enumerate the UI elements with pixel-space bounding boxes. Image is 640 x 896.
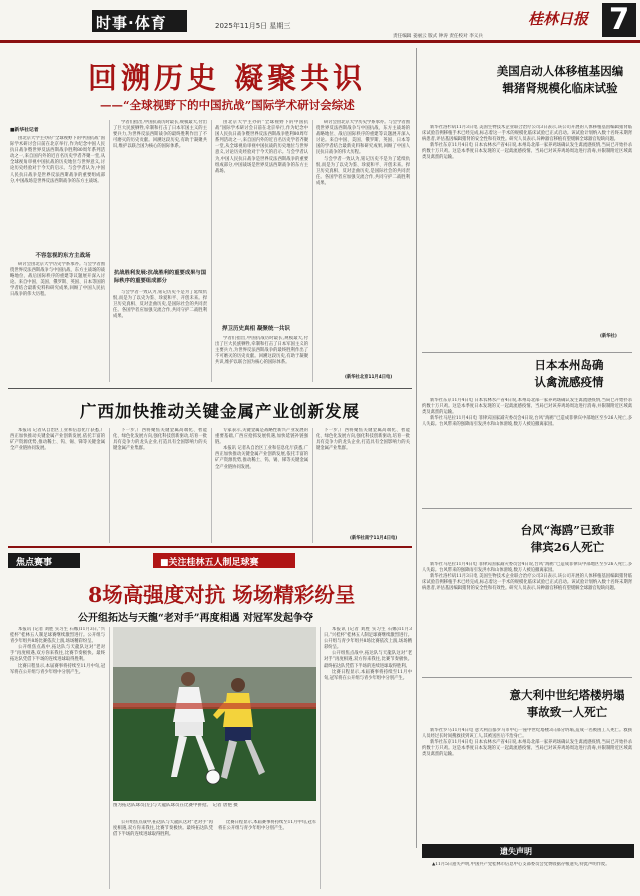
col-divider <box>109 428 110 543</box>
right-mid-headline: 日本本州岛确认禽流感疫情 <box>534 358 604 389</box>
focus-headline: 8场高强度对抗 场场精彩纷呈 <box>88 583 356 607</box>
mid-col4 <box>316 428 410 533</box>
focus-banner-label: ■关注桂林五人制足球赛 <box>160 558 259 568</box>
lead-headline: 回溯历史 凝聚共识 <box>88 61 367 95</box>
focus-col4-text: 本报讯 (记者 刘胜 实习生 石娜)11月3日,“兴桂杯”桂林五人制足球赛继续激烈进行。公开组与青少年组共8场比赛依次上演,场场精彩纷呈。 <box>324 627 412 651</box>
col-divider <box>312 120 313 382</box>
mid-headline: 广西加快推动关键金属产业创新发展 <box>80 402 360 421</box>
lead-subhead: ——“全球视野下的中国抗战”国际学术研讨会综述 <box>100 98 355 112</box>
lead-col1b <box>10 262 105 382</box>
mid-col1 <box>10 428 105 543</box>
match-photo <box>113 627 316 801</box>
page-header <box>0 0 640 40</box>
lead-dateline: ■新华社记者 <box>10 128 39 133</box>
right-mid-body <box>422 398 632 501</box>
lead-col4-text-b: 与会学者一致认为,铭记历史不是为了延续仇恨,而是为了以史为鉴、珍爱和平、开创未来。捍卫历史真相、反对歪曲历史,是国际社会的共同责任。各国学者应加强交流合作,共同守护二战胜利成果。 <box>316 156 410 186</box>
focus-col4-text3: 比赛日程显示,本届赛事将持续至11月中旬,冠军将在公开组与青少年组中分别产生。 <box>324 669 412 681</box>
right-bottom-body-text2: 新华社东京11月4日电 日本农林水产省4日说,本州岛北部一家养鸡场确认发生禽流感疫情,当局已开始扑杀约数十万只鸡。这是本季度日本发现的又一起禽流感疫情。当局已对该养鸡场周边进行消毒,并限制附近区域禽类及禽蛋的运输。 <box>422 740 632 758</box>
focus-subhead: 公开组拓达与天龍“老对手”再度相遇 对冠军发起争夺 <box>78 613 313 624</box>
mid-divider <box>8 388 412 389</box>
obit-body <box>424 862 630 892</box>
focus-col1-text3: 比赛日程显示,本届赛事将持续至11月中旬,冠军将在公开组与青少年组中分别产生。 <box>10 663 105 675</box>
mid-col2-text: 下一步,广西将聚焦关键金属高端化、智能化、绿色化发展方向,强化科技创新驱动,培育一批具有竞争力的龙头企业,打造具有全国影响力的关键金属产业集群。 <box>113 428 207 452</box>
lead-col3b-text: 学者们指出,中国抗战历时最长,规模最大,付出了巨大民族牺牲,牵制和打击了日本军国主义的主要兵力,为世界反法西斯战争的最终胜利作出了不可磨灭的历史贡献。回溯这段历史,有助于凝聚共识,维护以联合国为核心的国际体系。 <box>215 336 308 366</box>
col-divider <box>109 627 110 889</box>
right-low-body-text2: 新华社洛杉矶11月3日电 美国生物技术企业联合治疗公司3日表示,该公司开展的人体移植基因编辑猪肾临床试验首例移植手术已经完成,标志着这一手术的规模化临床试验已正式启动。该试验计划纳入数十名终末期肾病患者,评估基因编辑猪肾的安全性和有效性。研究人员表示,异种器官移植有望缓解全球器官短缺问题。 <box>422 574 632 592</box>
page-date: 2025年11月5日 星期三 <box>215 22 291 30</box>
focus-col3-text: 比赛日程显示,本届赛事将持续至11月中旬,冠军将在公开组与青少年组中分别产生。 <box>218 820 316 832</box>
photo-caption-text: 图为拓达队球员(左)与天龍队球员在比赛中拼抢。 记者 唐艳 摄 <box>113 803 238 808</box>
obit-body-text: ▲11月5日遗失声明,中国共产党桂林市信息中心支部委员会党费收据存根遗失,特此声明作废。 <box>432 862 610 867</box>
focus-tag-label: 焦点赛事 <box>16 558 53 568</box>
right-divider <box>422 508 632 509</box>
right-divider <box>422 677 632 678</box>
mid-col3-text: 专家表示,关键金属是战略性新兴产业发展的重要基础,广西应抢抓发展机遇,加快延链补链强链。 <box>215 428 308 446</box>
photo-scene <box>113 627 316 801</box>
photo-ad-board <box>113 703 316 709</box>
lead-source: (新华社北京11月4日电) <box>345 375 393 380</box>
mid-col3-text2: 本报讯 记者从自治区工业和信息化厅获悉,广西正加快推动关键金属产业创新发展,依托丰富的矿产资源优势,推动稀土、钨、锡、锑等关键金属全产业链协同发展。 <box>215 446 308 470</box>
right-bottom-body <box>422 728 632 840</box>
lead-col2-text: 学者们指出,中国抗战历时最长,规模最大,付出了巨大民族牺牲,牵制和打击了日本军国主义的主要兵力,为世界反法西斯战争的最终胜利作出了不可磨灭的历史贡献。回溯这段历史,有助于凝聚共识,维护以联合国为核心的国际体系。 <box>113 120 207 150</box>
right-mid-body-text2: 新华社马尼拉11月4日电 菲律宾国家减灾委员会4日说,台风“海鸥”已造成菲律宾中部地区至少26人死亡,多人失踪。台风带来的强降雨引发洪水和山体滑坡,数万人被迫撤离家园。 <box>422 416 632 428</box>
lead-col3-text: 由北京大学主办的“全球视野下的中国抗战”国际学术研讨会日前在北京举行,作为纪念中国人民抗日战争暨世界反法西斯战争胜利80周年系列活动之一,来自国内外的近百名历史学者齐聚一堂,从全球视角审视中国抗战的历史地位与世界意义,讨论历史经验对于今天的启示。与会学者认为,中国人民抗日战争是世界反法西斯战争的重要组成部分,中国战场是世界反法西斯战争的东方主战场。 <box>215 120 308 174</box>
section-label: 时事·体育 <box>96 14 167 32</box>
right-mid-body-text: 新华社东京11月4日电 日本农林水产省4日说,本州岛北部一家养鸡场确认发生禽流感疫情,当局已开始扑杀约数十万只鸡。这是本季度日本发现的又一起禽流感疫情。当局已对该养鸡场周边进行消毒,并限制附近区域禽类及禽蛋的运输。 <box>422 398 632 416</box>
right-divider <box>422 352 632 353</box>
mid-col4-text: 下一步,广西将聚焦关键金属高端化、智能化、绿色化发展方向,强化科技创新驱动,培育一批具有竞争力的龙头企业,打造具有全国影响力的关键金属产业集群。 <box>316 428 410 452</box>
focus-col2-text: 公开组焦点战中,拓达队与天龍队这对“老对手”再度相遇,双方你来我往,比赛节奏极快。最终拓达队凭借下半场的连续进球取得胜利。 <box>113 820 213 838</box>
lead-col2b <box>113 290 207 382</box>
lead-subtitle-b: 抗战胜利发展:抗战胜利的重要成果与国际秩序的重要组成部分 <box>114 270 207 284</box>
lead-subtitle-a: 不容忽视的东方主战场 <box>35 253 91 259</box>
right-top-source: (新华社) <box>600 334 617 339</box>
right-low-headline: 台风“海鸥”已致菲律宾26人死亡 <box>520 523 615 554</box>
col-divider <box>320 627 321 889</box>
lead-col3b <box>215 336 308 382</box>
lead-col4-text: 研讨会由北京大学历史学系承办。与会学者围绕世界反法西斯战争与中国抗战、东方主战场的战略地位、战后国际秩序的重建等议题展开深入讨论。来自中国、美国、俄罗斯、英国、日本等国的学者结合最新史料和研究成果,回顾了中国人民抗日战争的伟大历程。 <box>316 120 410 156</box>
lead-col2b-text: 与会学者一致认为,铭记历史不是为了延续仇恨,而是为了以史为鉴、珍爱和平、开创未来。捍卫历史真相、反对歪曲历史,是国际社会的共同责任。各国学者应加强交流合作,共同守护二战胜利成果。 <box>113 290 207 320</box>
focus-col1-text2: 公开组焦点战中,拓达队与天龍队这对“老对手”再度相遇,双方你来我往,比赛节奏极快。最终拓达队凭借下半场的连续进球取得胜利。 <box>10 645 105 663</box>
col-divider <box>211 120 212 382</box>
focus-col2 <box>113 820 213 890</box>
right-low-body <box>422 562 632 670</box>
focus-rule <box>8 546 412 548</box>
mid-col2 <box>113 428 207 543</box>
page-number: 7 <box>609 2 630 36</box>
focus-col1-text: 本报讯 (记者 刘胜 实习生 石娜)11月3日,“兴桂杯”桂林五人制足球赛继续激烈进行。公开组与青少年组共8场比赛依次上演,场场精彩纷呈。 <box>10 627 105 645</box>
right-top-body-text2: 新华社东京11月4日电 日本农林水产省4日说,本州岛北部一家养鸡场确认发生禽流感疫情,当局已开始扑杀约数十万只鸡。这是本季度日本发现的又一起禽流感疫情。当局已对该养鸡场周边进行消毒,并限制附近区域禽类及禽蛋的运输。 <box>422 143 632 161</box>
editor-credits: 责任编辑 姜丽云 版式 钟涛 责任校对 李义兵 <box>393 34 483 39</box>
right-top-headline: 美国启动人体移植基因编辑猪肾规模化临床试验 <box>496 64 624 95</box>
right-top-body-text: 新华社洛杉矶11月3日电 美国生物技术企业联合治疗公司3日表示,该公司开展的人体移植基因编辑猪肾临床试验首例移植手术已经完成,标志着这一手术的规模化临床试验已正式启动。该试验计划纳入数十名终末期肾病患者,评估基因编辑猪肾的安全性和有效性。研究人员表示,异种器官移植有望缓解全球器官短缺问题。 <box>422 125 632 143</box>
photo-caption <box>113 803 316 817</box>
photo-pitch <box>113 707 316 801</box>
focus-col4-text2: 公开组焦点战中,拓达队与天龍队这对“老对手”再度相遇,双方你来我往,比赛节奏极快。最终拓达队凭借下半场的连续进球取得胜利。 <box>324 651 412 669</box>
soccer-ball <box>206 770 220 784</box>
lead-col1-text: 由北京大学主办的“全球视野下的中国抗战”国际学术研讨会日前在北京举行,作为纪念中国人民抗日战争暨世界反法西斯战争胜利80周年系列活动之一,来自国内外的近百名历史学者齐聚一堂,从全球视角审视中国抗战的历史地位与世界意义,讨论历史经验对于今天的启示。与会学者认为,中国人民抗日战争是世界反法西斯战争的重要组成部分,中国战场是世界反法西斯战争的东方主战场。 <box>10 136 105 184</box>
mid-col3 <box>215 428 308 543</box>
right-low-body-text: 新华社马尼拉11月4日电 菲律宾国家减灾委员会4日说,台风“海鸥”已造成菲律宾中部地区至少26人死亡,多人失踪。台风带来的强降雨引发洪水和山体滑坡,数万人被迫撤离家园。 <box>422 562 632 574</box>
lead-col1b-text: 研讨会由北京大学历史学系承办。与会学者围绕世界反法西斯战争与中国抗战、东方主战场的战略地位、战后国际秩序的重建等议题展开深入讨论。来自中国、美国、俄罗斯、英国、日本等国的学者结合最新史料和研究成果,回顾了中国人民抗日战争的伟大历程。 <box>10 262 105 298</box>
obit-title: 遗失声明 <box>500 847 532 856</box>
lead-col2 <box>113 120 207 262</box>
right-col-divider <box>416 48 417 848</box>
right-bottom-body-text: 新华社罗马11月4日电 意大利首都罗马市中心一座中世纪塔楼3日部分坍塌,造成一名被困工人死亡。救援人员经过长时间搜救找到该工人,其被送医后不治身亡。 <box>422 728 632 740</box>
focus-col1 <box>10 627 105 889</box>
lead-subtitle-c: 捍卫历史真相 凝聚统一共识 <box>222 326 290 332</box>
col-divider <box>211 428 212 543</box>
right-bottom-headline: 意大利中世纪塔楼坍塌事故致一人死亡 <box>509 688 625 719</box>
mid-source: (新华社南宁11月4日电) <box>350 536 398 541</box>
lead-col1 <box>10 136 105 246</box>
right-top-body <box>422 125 632 333</box>
col-divider <box>312 428 313 543</box>
lead-col3 <box>215 120 308 320</box>
masthead: 桂林日报 <box>528 10 589 28</box>
lead-col4 <box>316 120 410 372</box>
col-divider <box>109 120 110 382</box>
focus-col4 <box>324 627 412 889</box>
header-rule <box>0 40 640 43</box>
photo-stand <box>113 667 316 707</box>
focus-col3 <box>218 820 316 890</box>
mid-col1-text: 本报讯 记者从自治区工业和信息化厅获悉,广西正加快推动关键金属产业创新发展,依托丰富的矿产资源优势,推动稀土、钨、锡、锑等关键金属全产业链协同发展。 <box>10 428 105 452</box>
